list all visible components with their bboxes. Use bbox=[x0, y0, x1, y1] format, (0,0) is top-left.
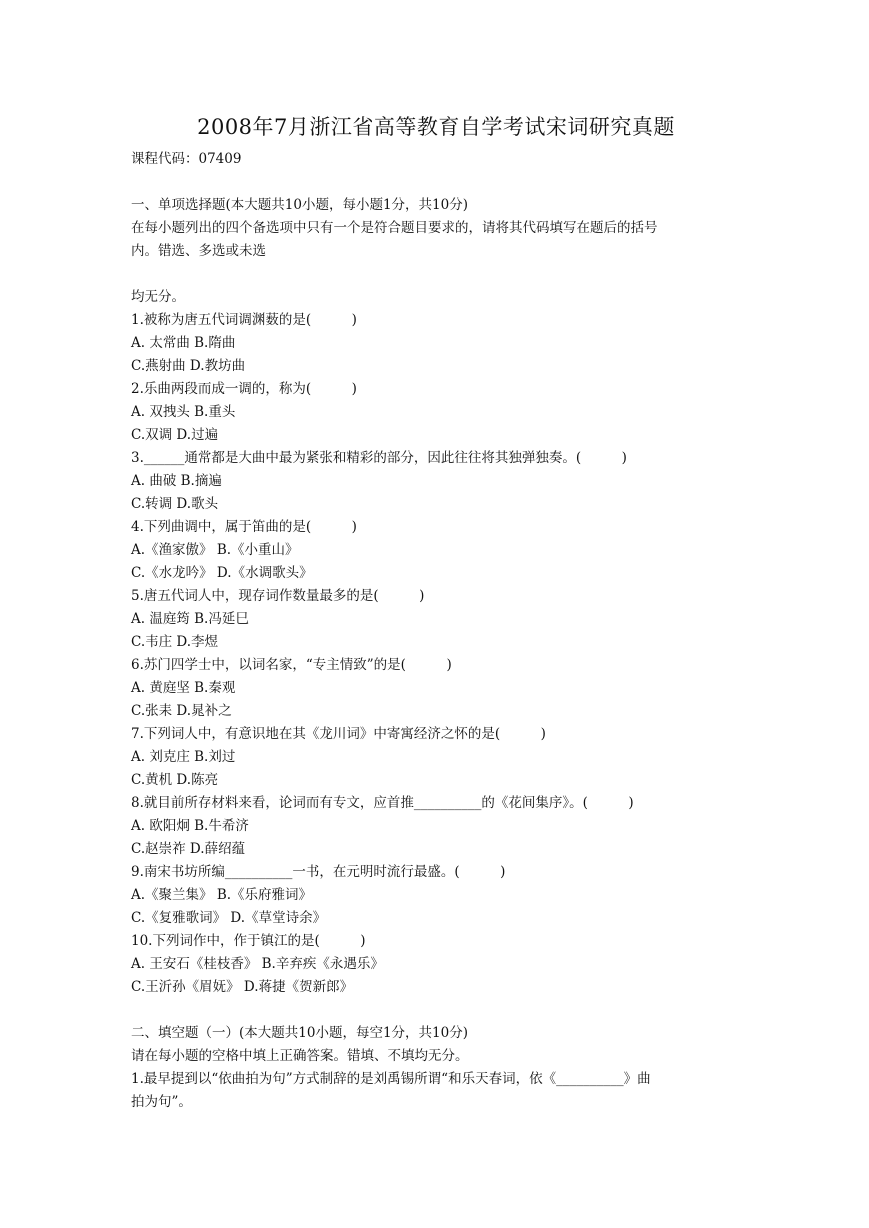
question-options: C.转调 D.歌头 bbox=[131, 496, 219, 512]
question-options: C.《复雅歌词》 D.《草堂诗余》 bbox=[131, 910, 327, 926]
question-options: C.双调 D.过遍 bbox=[131, 427, 219, 443]
spacer bbox=[131, 263, 741, 286]
question-options: A. 刘克庄 B.刘过 bbox=[131, 749, 236, 765]
question-item bbox=[131, 378, 741, 447]
question-options: A. 太常曲 B.隋曲 bbox=[131, 335, 236, 351]
question-stem-continued: 拍为句”。 bbox=[131, 1094, 192, 1110]
question-stem: 9.南宋书坊所编__________一书，在元明时流行最盛。( ) bbox=[131, 864, 506, 880]
question-item bbox=[131, 930, 741, 999]
question-stem: 8.就目前所存材料来看，论词而有专文，应首推__________的《花间集序》。( ) bbox=[131, 795, 634, 811]
question-options: A. 双拽头 B.重头 bbox=[131, 404, 236, 420]
question-options: A.《渔家傲》 B.《小重山》 bbox=[131, 542, 299, 558]
section-header: 二、填空题（一）(本大题共10小题，每空1分，共10分) bbox=[131, 1025, 468, 1041]
question-item bbox=[131, 723, 741, 792]
section-fill-in bbox=[131, 1022, 741, 1114]
question-options: C.燕射曲 D.教坊曲 bbox=[131, 358, 246, 374]
question-stem: 6.苏门四学士中，以词名家，“专主情致”的是( ) bbox=[131, 657, 452, 673]
question-item bbox=[131, 516, 741, 585]
question-item bbox=[131, 861, 741, 930]
question-stem: 1.被称为唐五代词调渊薮的是( ) bbox=[131, 312, 357, 328]
question-stem: 3.______通常都是大曲中最为紧张和精彩的部分，因此往往将其独弹独奏。( ) bbox=[131, 450, 627, 466]
question-options: A.《聚兰集》 B.《乐府雅词》 bbox=[131, 887, 313, 903]
question-item bbox=[131, 309, 741, 378]
section-single-choice bbox=[131, 194, 741, 999]
section-instruction: 请在每小题的空格中填上正确答案。错填、不填均无分。 bbox=[131, 1048, 469, 1064]
question-item bbox=[131, 654, 741, 723]
question-options: A. 欧阳炯 B.牛希济 bbox=[131, 818, 249, 834]
question-item bbox=[131, 447, 741, 516]
question-stem: 1.最早提到以“依曲拍为句”方式制辞的是刘禹锡所谓“和乐天春词，依《__________》曲 bbox=[131, 1071, 651, 1087]
question-item bbox=[131, 792, 741, 861]
question-options: C.《水龙吟》 D.《水调歌头》 bbox=[131, 565, 313, 581]
exam-page bbox=[131, 112, 741, 1114]
spacer bbox=[131, 171, 741, 194]
question-options: C.韦庄 D.李煜 bbox=[131, 634, 219, 650]
question-options: C.赵崇祚 D.薛绍蕴 bbox=[131, 841, 246, 857]
page-title: 2008年7月浙江省高等教育自学考试宋词研究真题 bbox=[197, 115, 675, 139]
question-options: C.王沂孙《眉妩》 D.蒋捷《贺新郎》 bbox=[131, 979, 354, 995]
question-options: C.张耒 D.晁补之 bbox=[131, 703, 232, 719]
question-stem: 4.下列曲调中，属于笛曲的是( ) bbox=[131, 519, 357, 535]
question-stem: 2.乐曲两段而成一调的，称为( ) bbox=[131, 381, 357, 397]
question-stem: 7.下列词人中，有意识地在其《龙川词》中寄寓经济之怀的是( ) bbox=[131, 726, 546, 742]
spacer bbox=[131, 999, 741, 1022]
question-options: A. 王安石《桂枝香》 B.辛弃疾《永遇乐》 bbox=[131, 956, 384, 972]
question-options: A. 曲破 B.摘遍 bbox=[131, 473, 222, 489]
question-stem: 5.唐五代词人中，现存词作数量最多的是( ) bbox=[131, 588, 425, 604]
question-stem: 10.下列词作中，作于镇江的是( ) bbox=[131, 933, 366, 949]
question-options: A. 黄庭坚 B.秦观 bbox=[131, 680, 236, 696]
course-code: 课程代码：07409 bbox=[131, 151, 242, 167]
question-options: A. 温庭筠 B.冯延巳 bbox=[131, 611, 249, 627]
question-options: C.黄机 D.陈亮 bbox=[131, 772, 219, 788]
question-item bbox=[131, 585, 741, 654]
section-instruction: 均无分。 bbox=[131, 289, 185, 305]
section-header: 一、单项选择题(本大题共10小题，每小题1分，共10分) bbox=[131, 197, 468, 213]
section-instruction: 在每小题列出的四个备选项中只有一个是符合题目要求的，请将其代码填写在题后的括号 bbox=[131, 220, 658, 236]
section-instruction: 内。错选、多选或未选 bbox=[131, 243, 266, 259]
